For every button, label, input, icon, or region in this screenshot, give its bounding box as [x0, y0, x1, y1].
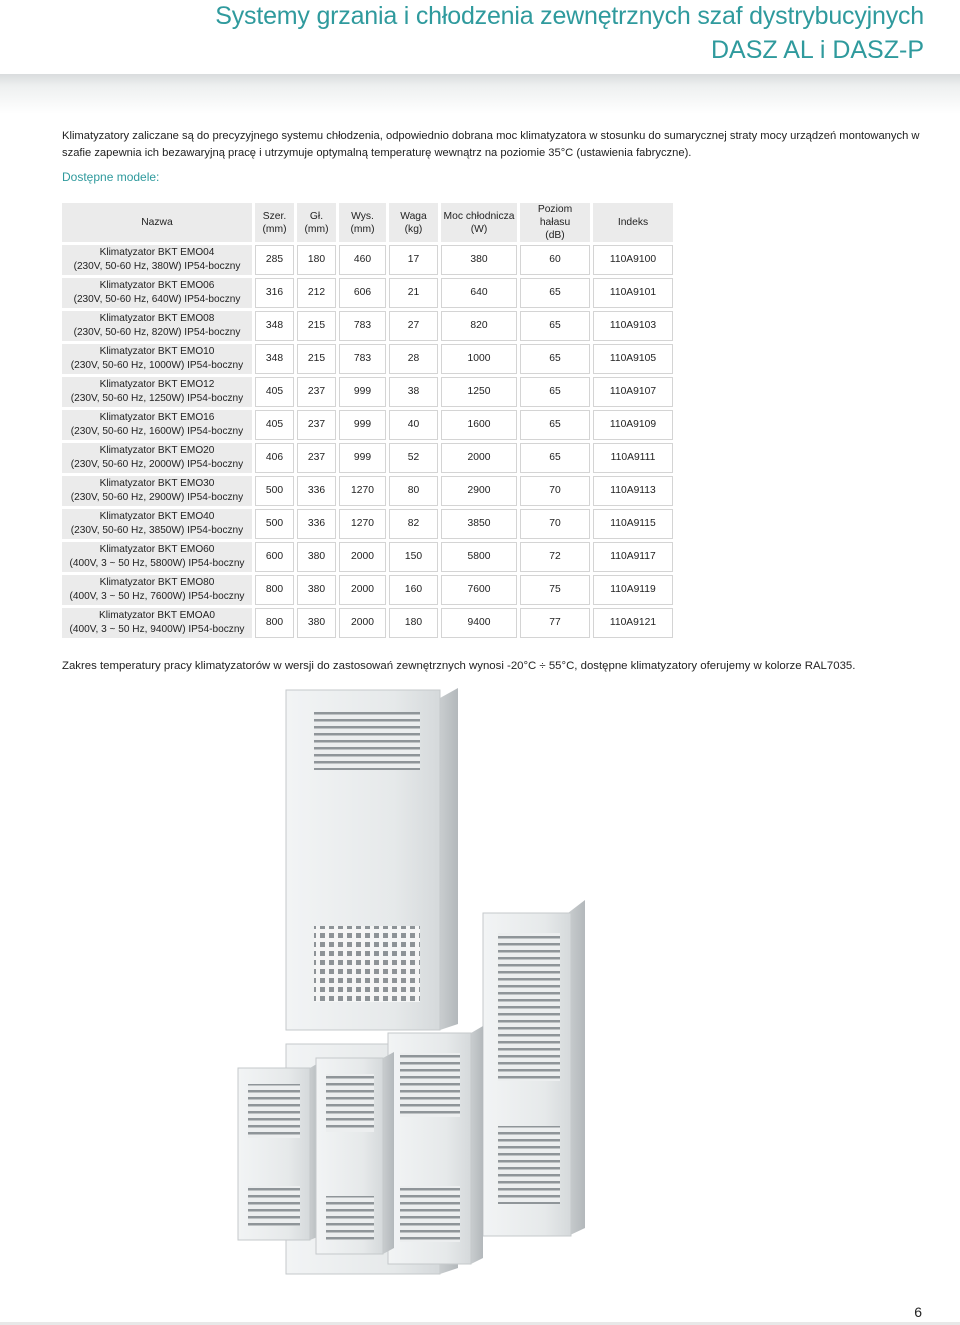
table-row [62, 410, 673, 440]
weight-cell: 40 [389, 410, 438, 440]
cooling-power-cell: 2000 [441, 443, 517, 473]
weight-cell: 17 [389, 245, 438, 275]
weight-cell: 27 [389, 311, 438, 341]
cooling-power-cell: 9400 [441, 608, 517, 638]
table-row [62, 608, 673, 638]
table-row [62, 476, 673, 506]
width-cell: 600 [255, 542, 294, 572]
weight-cell: 28 [389, 344, 438, 374]
cooling-power-cell: 7600 [441, 575, 517, 605]
page-subtitle: DASZ AL i DASZ-P [710, 36, 924, 64]
height-cell: 783 [339, 311, 386, 341]
depth-cell: 237 [297, 410, 336, 440]
depth-cell: 215 [297, 344, 336, 374]
depth-cell: 212 [297, 278, 336, 308]
height-cell: 460 [339, 245, 386, 275]
col-name: Nazwa [62, 203, 252, 242]
height-cell: 1270 [339, 509, 386, 539]
col-weight: Waga (kg) [389, 203, 438, 242]
height-cell: 999 [339, 410, 386, 440]
weight-cell: 150 [389, 542, 438, 572]
index-cell: 110A9119 [593, 575, 673, 605]
weight-cell: 160 [389, 575, 438, 605]
cooling-power-cell: 2900 [441, 476, 517, 506]
height-cell: 999 [339, 443, 386, 473]
width-cell: 406 [255, 443, 294, 473]
model-name-cell: Klimatyzator BKT EMO80 (400V, 3 ~ 50 Hz, 7600W) IP54-boczny [62, 575, 252, 605]
depth-cell: 380 [297, 542, 336, 572]
noise-level-cell: 65 [520, 344, 590, 374]
intro-paragraph: Klimatyzatory zaliczane są do precyzyjnego systemu chłodzenia, odpowiednio dobrana moc klimatyzatora w stosunku do sumarycznej straty mocy urządzeń montowanych w szafie zapewnia ich bezawaryjną pracę i utrzymuje optymalną temperaturę wewnątrz na poziomie 35°C (ustawienia fabryczne). [62, 130, 920, 159]
depth-cell: 380 [297, 575, 336, 605]
model-name-cell: Klimatyzator BKT EMOA0 (400V, 3 ~ 50 Hz, 9400W) IP54-boczny [62, 608, 252, 638]
weight-cell: 52 [389, 443, 438, 473]
table-row [62, 509, 673, 539]
weight-cell: 21 [389, 278, 438, 308]
width-cell: 285 [255, 245, 294, 275]
noise-level-cell: 70 [520, 509, 590, 539]
width-cell: 316 [255, 278, 294, 308]
depth-cell: 336 [297, 476, 336, 506]
index-cell: 110A9111 [593, 443, 673, 473]
height-cell: 2000 [339, 575, 386, 605]
index-cell: 110A9107 [593, 377, 673, 407]
model-name-cell: Klimatyzator BKT EMO12 (230V, 50-60 Hz, 1250W) IP54-boczny [62, 377, 252, 407]
width-cell: 348 [255, 311, 294, 341]
width-cell: 500 [255, 476, 294, 506]
model-name-cell: Klimatyzator BKT EMO06 (230V, 50-60 Hz, 640W) IP54-boczny [62, 278, 252, 308]
table-row [62, 245, 673, 275]
noise-level-cell: 72 [520, 542, 590, 572]
width-cell: 800 [255, 575, 294, 605]
col-cooling-power: Moc chłodnicza (W) [441, 203, 517, 242]
index-cell: 110A9100 [593, 245, 673, 275]
cooling-power-cell: 3850 [441, 509, 517, 539]
model-name-cell: Klimatyzator BKT EMO04 (230V, 50-60 Hz, 380W) IP54-boczny [62, 245, 252, 275]
model-name-cell: Klimatyzator BKT EMO16 (230V, 50-60 Hz, 1600W) IP54-boczny [62, 410, 252, 440]
noise-level-cell: 65 [520, 443, 590, 473]
weight-cell: 82 [389, 509, 438, 539]
noise-level-cell: 75 [520, 575, 590, 605]
cooling-power-cell: 1000 [441, 344, 517, 374]
weight-cell: 180 [389, 608, 438, 638]
col-depth: Gł. (mm) [297, 203, 336, 242]
index-cell: 110A9105 [593, 344, 673, 374]
model-name-cell: Klimatyzator BKT EMO20 (230V, 50-60 Hz, 2000W) IP54-boczny [62, 443, 252, 473]
width-cell: 405 [255, 410, 294, 440]
index-cell: 110A9101 [593, 278, 673, 308]
height-cell: 1270 [339, 476, 386, 506]
table-row [62, 311, 673, 341]
unit-middle [388, 1026, 483, 1264]
model-name-cell: Klimatyzator BKT EMO08 (230V, 50-60 Hz, 820W) IP54-boczny [62, 311, 252, 341]
col-noise-level: Poziom hałasu (dB) [520, 203, 590, 242]
height-cell: 783 [339, 344, 386, 374]
model-name-cell: Klimatyzator BKT EMO10 (230V, 50-60 Hz, 1000W) IP54-boczny [62, 344, 252, 374]
index-cell: 110A9113 [593, 476, 673, 506]
unit-small [238, 1062, 320, 1240]
models-table [59, 200, 676, 641]
depth-cell: 237 [297, 443, 336, 473]
height-cell: 606 [339, 278, 386, 308]
depth-cell: 237 [297, 377, 336, 407]
cooling-power-cell: 640 [441, 278, 517, 308]
noise-level-cell: 65 [520, 311, 590, 341]
height-cell: 999 [339, 377, 386, 407]
title-divider [0, 74, 960, 114]
index-cell: 110A9121 [593, 608, 673, 638]
table-body [62, 245, 673, 638]
noise-level-cell: 65 [520, 410, 590, 440]
width-cell: 348 [255, 344, 294, 374]
depth-cell: 180 [297, 245, 336, 275]
air-conditioner-units-photo [228, 688, 748, 1288]
depth-cell: 380 [297, 608, 336, 638]
depth-cell: 215 [297, 311, 336, 341]
table-row [62, 278, 673, 308]
page-number: 6 [914, 1304, 922, 1320]
index-cell: 110A9115 [593, 509, 673, 539]
temperature-note: Zakres temperatury pracy klimatyzatorów w wersji do zastosowań zewnętrznych wynosi -20°C ÷ 55°C, dostępne klimatyzatory oferujemy w kolorze RAL7035. [62, 660, 856, 672]
col-index: Indeks [593, 203, 673, 242]
model-name-cell: Klimatyzator BKT EMO30 (230V, 50-60 Hz, 2900W) IP54-boczny [62, 476, 252, 506]
depth-cell: 336 [297, 509, 336, 539]
cooling-power-cell: 5800 [441, 542, 517, 572]
cooling-power-cell: 820 [441, 311, 517, 341]
index-cell: 110A9103 [593, 311, 673, 341]
height-cell: 2000 [339, 542, 386, 572]
models-heading: Dostępne modele: [62, 170, 160, 184]
unit-medium [316, 1052, 394, 1254]
table-row [62, 575, 673, 605]
noise-level-cell: 77 [520, 608, 590, 638]
noise-level-cell: 70 [520, 476, 590, 506]
model-name-cell: Klimatyzator BKT EMO40 (230V, 50-60 Hz, 3850W) IP54-boczny [62, 509, 252, 539]
cooling-power-cell: 380 [441, 245, 517, 275]
page-title: Systemy grzania i chłodzenia zewnętrznych szaf dystrybucyjnych [215, 2, 924, 30]
col-height: Wys. (mm) [339, 203, 386, 242]
col-width: Szer. (mm) [255, 203, 294, 242]
weight-cell: 80 [389, 476, 438, 506]
cooling-power-cell: 1600 [441, 410, 517, 440]
cooling-power-cell: 1250 [441, 377, 517, 407]
width-cell: 405 [255, 377, 294, 407]
noise-level-cell: 60 [520, 245, 590, 275]
table-row [62, 542, 673, 572]
model-name-cell: Klimatyzator BKT EMO60 (400V, 3 ~ 50 Hz, 5800W) IP54-boczny [62, 542, 252, 572]
table-row [62, 443, 673, 473]
index-cell: 110A9117 [593, 542, 673, 572]
unit-right [483, 900, 585, 1236]
noise-level-cell: 65 [520, 278, 590, 308]
noise-level-cell: 65 [520, 377, 590, 407]
height-cell: 2000 [339, 608, 386, 638]
weight-cell: 38 [389, 377, 438, 407]
index-cell: 110A9109 [593, 410, 673, 440]
width-cell: 500 [255, 509, 294, 539]
table-header-row [62, 203, 673, 242]
table-row [62, 377, 673, 407]
table-row [62, 344, 673, 374]
width-cell: 800 [255, 608, 294, 638]
